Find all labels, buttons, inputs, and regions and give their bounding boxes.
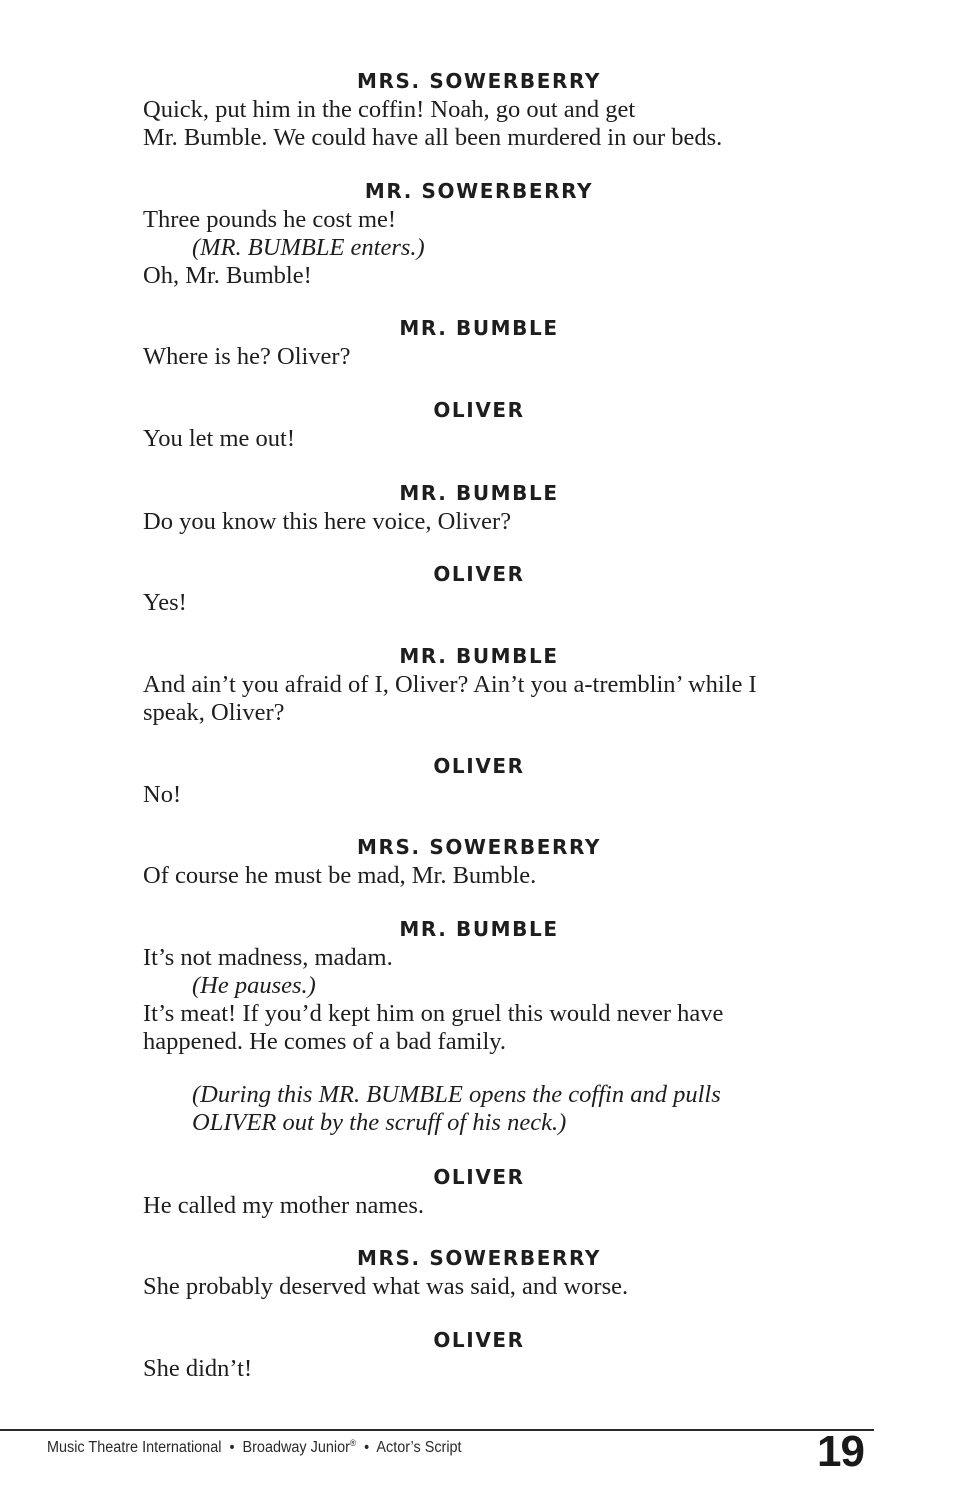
character-name: OLIVER: [433, 754, 525, 778]
dialogue-line: He called my mother names.: [143, 1192, 424, 1219]
stage-direction: (MR. BUMBLE enters.): [192, 234, 425, 261]
dialogue-line: And ain’t you afraid of I, Oliver? Ain’t you a-tremblin’ while I: [143, 671, 757, 698]
footer-separator: •: [229, 1439, 235, 1456]
character-name: MR. BUMBLE: [399, 481, 559, 505]
dialogue-block: [143, 1355, 843, 1383]
character-name: OLIVER: [433, 1165, 525, 1189]
character-name: OLIVER: [433, 1328, 525, 1352]
dialogue-line: Of course he must be mad, Mr. Bumble.: [143, 862, 537, 889]
dialogue-line: speak, Oliver?: [143, 699, 285, 726]
footer-separator: •: [364, 1439, 370, 1456]
dialogue-line: It’s meat! If you’d kept him on gruel this would never have: [143, 1000, 724, 1027]
character-name: OLIVER: [433, 398, 525, 422]
dialogue-block: [143, 508, 843, 536]
character-name: MRS. SOWERBERRY: [357, 835, 601, 859]
dialogue-block: [143, 206, 843, 290]
character-name: MR. BUMBLE: [399, 917, 559, 941]
dialogue-line: Do you know this here voice, Oliver?: [143, 508, 512, 535]
dialogue-block: [143, 862, 843, 890]
dialogue-line: She probably deserved what was said, and worse.: [143, 1273, 629, 1300]
character-name: OLIVER: [433, 562, 525, 586]
dialogue-block: [143, 96, 843, 152]
character-name: MRS. SOWERBERRY: [357, 69, 601, 93]
dialogue-line: She didn’t!: [143, 1355, 253, 1382]
dialogue-block: [143, 425, 843, 453]
dialogue-line: Three pounds he cost me!: [143, 206, 397, 233]
footer-series: Broadway Junior: [242, 1439, 350, 1456]
stage-direction: (During this MR. BUMBLE opens the coffin and pulls: [192, 1081, 721, 1108]
character-name: MR. BUMBLE: [399, 644, 559, 668]
dialogue-block: [143, 671, 843, 727]
dialogue-line: Mr. Bumble. We could have all been murdered in our beds.: [143, 124, 723, 151]
dialogue-line: It’s not madness, madam.: [143, 944, 393, 971]
stage-direction: OLIVER out by the scruff of his neck.): [192, 1109, 567, 1136]
dialogue-block: [143, 589, 843, 617]
character-name: MRS. SOWERBERRY: [357, 1246, 601, 1270]
dialogue-block: [143, 1273, 843, 1301]
stage-direction-block: [143, 1081, 843, 1137]
dialogue-line: Yes!: [143, 589, 187, 616]
registered-mark: ®: [349, 1438, 357, 1448]
character-name: MR. SOWERBERRY: [364, 179, 594, 203]
footer-rule: [0, 1429, 874, 1431]
dialogue-block: [143, 1192, 843, 1220]
dialogue-line: happened. He comes of a bad family.: [143, 1028, 507, 1055]
dialogue-line: You let me out!: [143, 425, 296, 452]
dialogue-block: [143, 944, 843, 1056]
footer-credit: [47, 1438, 462, 1457]
page-number: 19: [817, 1427, 864, 1476]
footer-publisher: Music Theatre International: [47, 1439, 222, 1456]
character-name: MR. BUMBLE: [399, 316, 559, 340]
dialogue-line: Where is he? Oliver?: [143, 343, 351, 370]
dialogue-block: [143, 343, 843, 371]
dialogue-block: [143, 781, 843, 809]
dialogue-line: Quick, put him in the coffin! Noah, go out and get: [143, 96, 636, 123]
dialogue-line: No!: [143, 781, 182, 808]
dialogue-line: Oh, Mr. Bumble!: [143, 262, 312, 289]
stage-direction: (He pauses.): [192, 972, 316, 999]
footer-doc-type: Actor’s Script: [376, 1439, 462, 1456]
